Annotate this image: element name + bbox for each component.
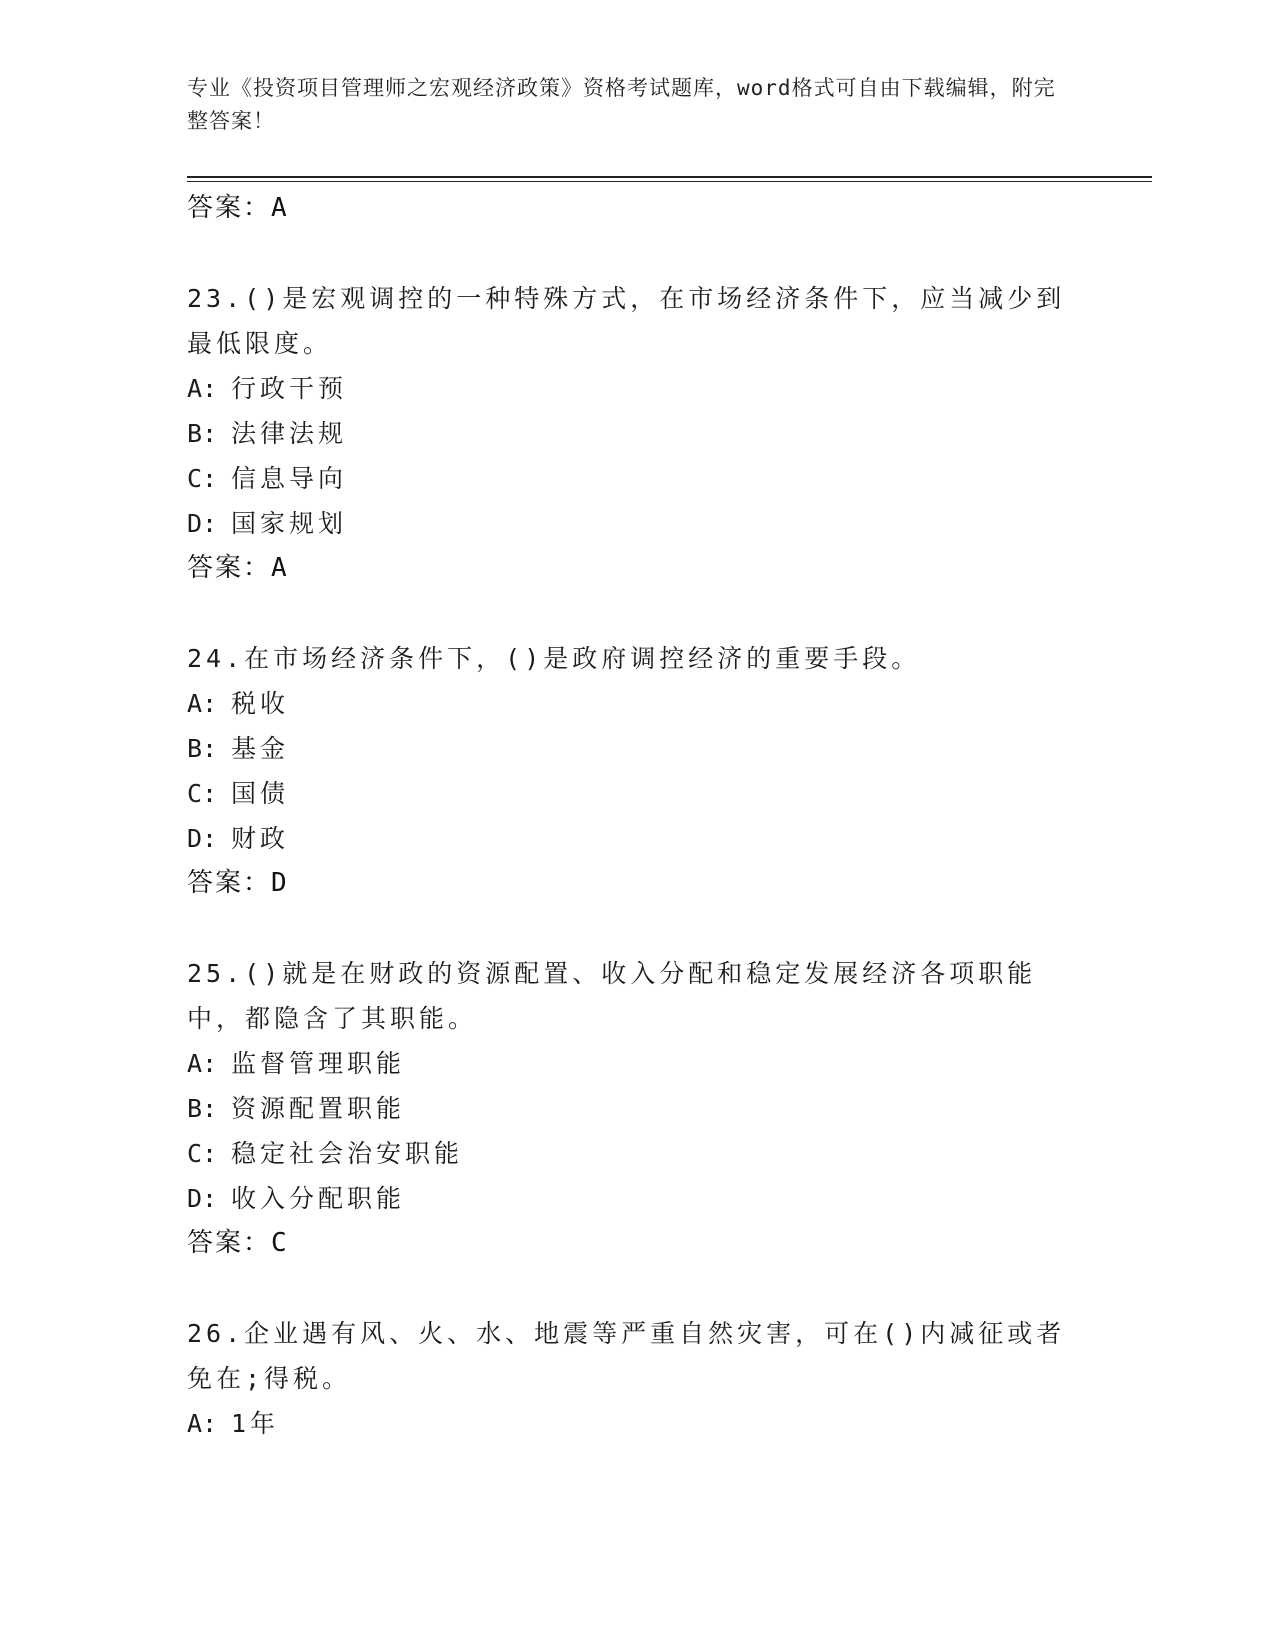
spacer xyxy=(187,591,1087,636)
option-c xyxy=(187,456,1087,501)
option-key: C: xyxy=(187,1139,218,1168)
answer-value: A xyxy=(271,553,287,583)
option-key: D: xyxy=(187,1184,218,1213)
option-a xyxy=(187,1041,1087,1086)
question-text: 26.企业遇有风、火、水、地震等严重自然灾害，可在()内减征或者免在;得税。 xyxy=(187,1319,1066,1393)
option-text: 资源配置职能 xyxy=(231,1094,406,1123)
option-key: A: xyxy=(187,689,218,718)
answer-label: 答案： xyxy=(187,193,272,223)
question-text: 24.在市场经济条件下，()是政府调控经济的重要手段。 xyxy=(187,644,921,673)
option-text: 稳定社会治安职能 xyxy=(231,1139,464,1168)
option-key: B: xyxy=(187,1094,218,1123)
option-text: 财政 xyxy=(231,824,290,853)
option-text: 国家规划 xyxy=(231,509,348,538)
header-divider xyxy=(187,176,1152,178)
option-d xyxy=(187,501,1087,546)
spacer xyxy=(187,906,1087,951)
answer-value: A xyxy=(271,193,287,223)
header-divider-thin xyxy=(187,181,1152,182)
option-key: C: xyxy=(187,464,218,493)
option-key: A: xyxy=(187,1409,218,1438)
answer-value: D xyxy=(271,868,287,898)
question-text: 23.()是宏观调控的一种特殊方式，在市场经济条件下，应当减少到最低限度。 xyxy=(187,284,1066,358)
option-b xyxy=(187,1086,1087,1131)
option-text: 信息导向 xyxy=(231,464,348,493)
option-text: 1年 xyxy=(231,1409,280,1438)
option-key: A: xyxy=(187,374,218,403)
answer-line xyxy=(187,861,1087,906)
option-c xyxy=(187,771,1087,816)
option-text: 基金 xyxy=(231,734,290,763)
header-note: 专业《投资项目管理师之宏观经济政策》资格考试题库，word格式可自由下载编辑，附完整答案！ xyxy=(187,76,1056,133)
answer-label: 答案： xyxy=(187,1228,272,1258)
answer-label: 答案： xyxy=(187,553,272,583)
option-a xyxy=(187,681,1087,726)
answer-line xyxy=(187,546,1087,591)
option-key: D: xyxy=(187,824,218,853)
option-key: D: xyxy=(187,509,218,538)
answer-label: 答案： xyxy=(187,868,272,898)
option-key: B: xyxy=(187,734,218,763)
question-list xyxy=(187,186,1087,1446)
option-d xyxy=(187,1176,1087,1221)
option-b xyxy=(187,411,1087,456)
spacer xyxy=(187,1266,1087,1311)
option-text: 国债 xyxy=(231,779,290,808)
option-text: 法律法规 xyxy=(231,419,348,448)
question-text: 25.()就是在财政的资源配置、收入分配和稳定发展经济各项职能中，都隐含了其职能。 xyxy=(187,959,1037,1033)
answer-line xyxy=(187,186,1087,231)
option-a xyxy=(187,366,1087,411)
option-text: 收入分配职能 xyxy=(231,1184,406,1213)
option-text: 行政干预 xyxy=(231,374,348,403)
option-a xyxy=(187,1401,1087,1446)
option-key: A: xyxy=(187,1049,218,1078)
option-text: 监督管理职能 xyxy=(231,1049,406,1078)
answer-value: C xyxy=(271,1228,287,1258)
option-c xyxy=(187,1131,1087,1176)
answer-line xyxy=(187,1221,1087,1266)
option-text: 税收 xyxy=(231,689,290,718)
option-d xyxy=(187,816,1087,861)
option-key: C: xyxy=(187,779,218,808)
option-b xyxy=(187,726,1087,771)
option-key: B: xyxy=(187,419,218,448)
spacer xyxy=(187,231,1087,276)
